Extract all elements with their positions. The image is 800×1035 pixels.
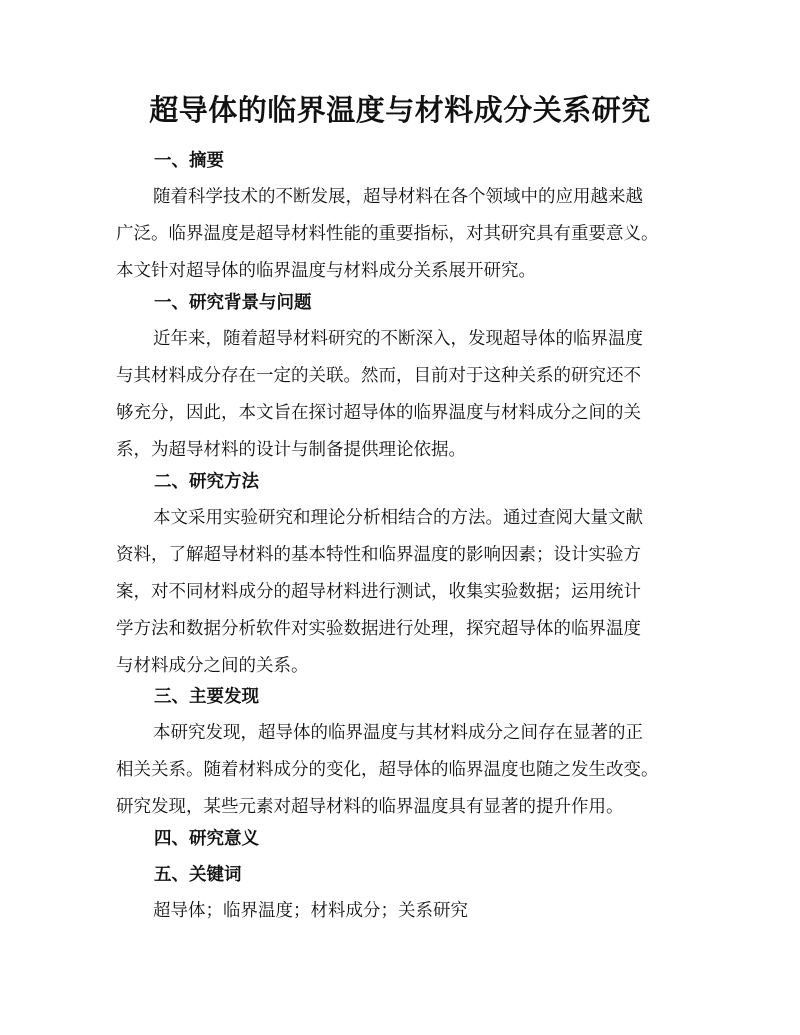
background-line-1: 近年来，随着超导材料研究的不断深入，发现超导体的临界温度 <box>153 329 643 349</box>
background-heading: 一、研究背景与问题 <box>154 293 312 313</box>
background-line-4: 系，为超导材料的设计与制备提供理论依据。 <box>116 440 466 460</box>
methods-heading: 二、研究方法 <box>154 472 259 492</box>
background-paragraph <box>116 321 688 469</box>
abstract-line-3: 本文针对超导体的临界温度与材料成分关系展开研究。 <box>116 261 536 281</box>
abstract-line-2: 广泛。临界温度是超导材料性能的重要指标，对其研究具有重要意义。 <box>116 224 659 244</box>
findings-heading: 三、主要发现 <box>154 687 259 707</box>
background-line-3: 够充分，因此，本文旨在探讨超导体的临界温度与材料成分之间的关 <box>116 403 641 423</box>
findings-line-3: 研究发现，某些元素对超导材料的临界温度具有显著的提升作用。 <box>116 797 624 817</box>
keywords-text: 超导体；临界温度；材料成分；关系研究 <box>153 901 468 921</box>
methods-line-5: 与材料成分之间的关系。 <box>116 656 309 676</box>
methods-line-2: 资料，了解超导材料的基本特性和临界温度的影响因素；设计实验方 <box>116 545 641 565</box>
keywords-heading: 五、关键词 <box>154 865 242 885</box>
methods-line-1: 本文采用实验研究和理论分析相结合的方法。通过查阅大量文献 <box>153 508 643 528</box>
document-title: 超导体的临界温度与材料成分关系研究 <box>149 93 651 127</box>
abstract-line-1: 随着科学技术的不断发展，超导材料在各个领域中的应用越来越 <box>153 187 643 207</box>
significance-heading: 四、研究意义 <box>154 829 259 849</box>
findings-line-1: 本研究发现，超导体的临界温度与其材料成分之间存在显著的正 <box>153 723 643 743</box>
findings-paragraph <box>116 715 688 826</box>
abstract-paragraph <box>116 179 688 290</box>
findings-line-2: 相关关系。随着材料成分的变化，超导体的临界温度也随之发生改变。 <box>116 760 659 780</box>
background-line-2: 与其材料成分存在一定的关联。然而，目前对于这种关系的研究还不 <box>116 366 641 386</box>
keywords-paragraph <box>116 893 688 930</box>
methods-line-4: 学方法和数据分析软件对实验数据进行处理，探究超导体的临界温度 <box>116 619 641 639</box>
methods-line-3: 案，对不同材料成分的超导材料进行测试，收集实验数据；运用统计 <box>116 582 641 602</box>
methods-paragraph <box>116 500 688 685</box>
abstract-heading: 一、摘要 <box>154 151 224 171</box>
